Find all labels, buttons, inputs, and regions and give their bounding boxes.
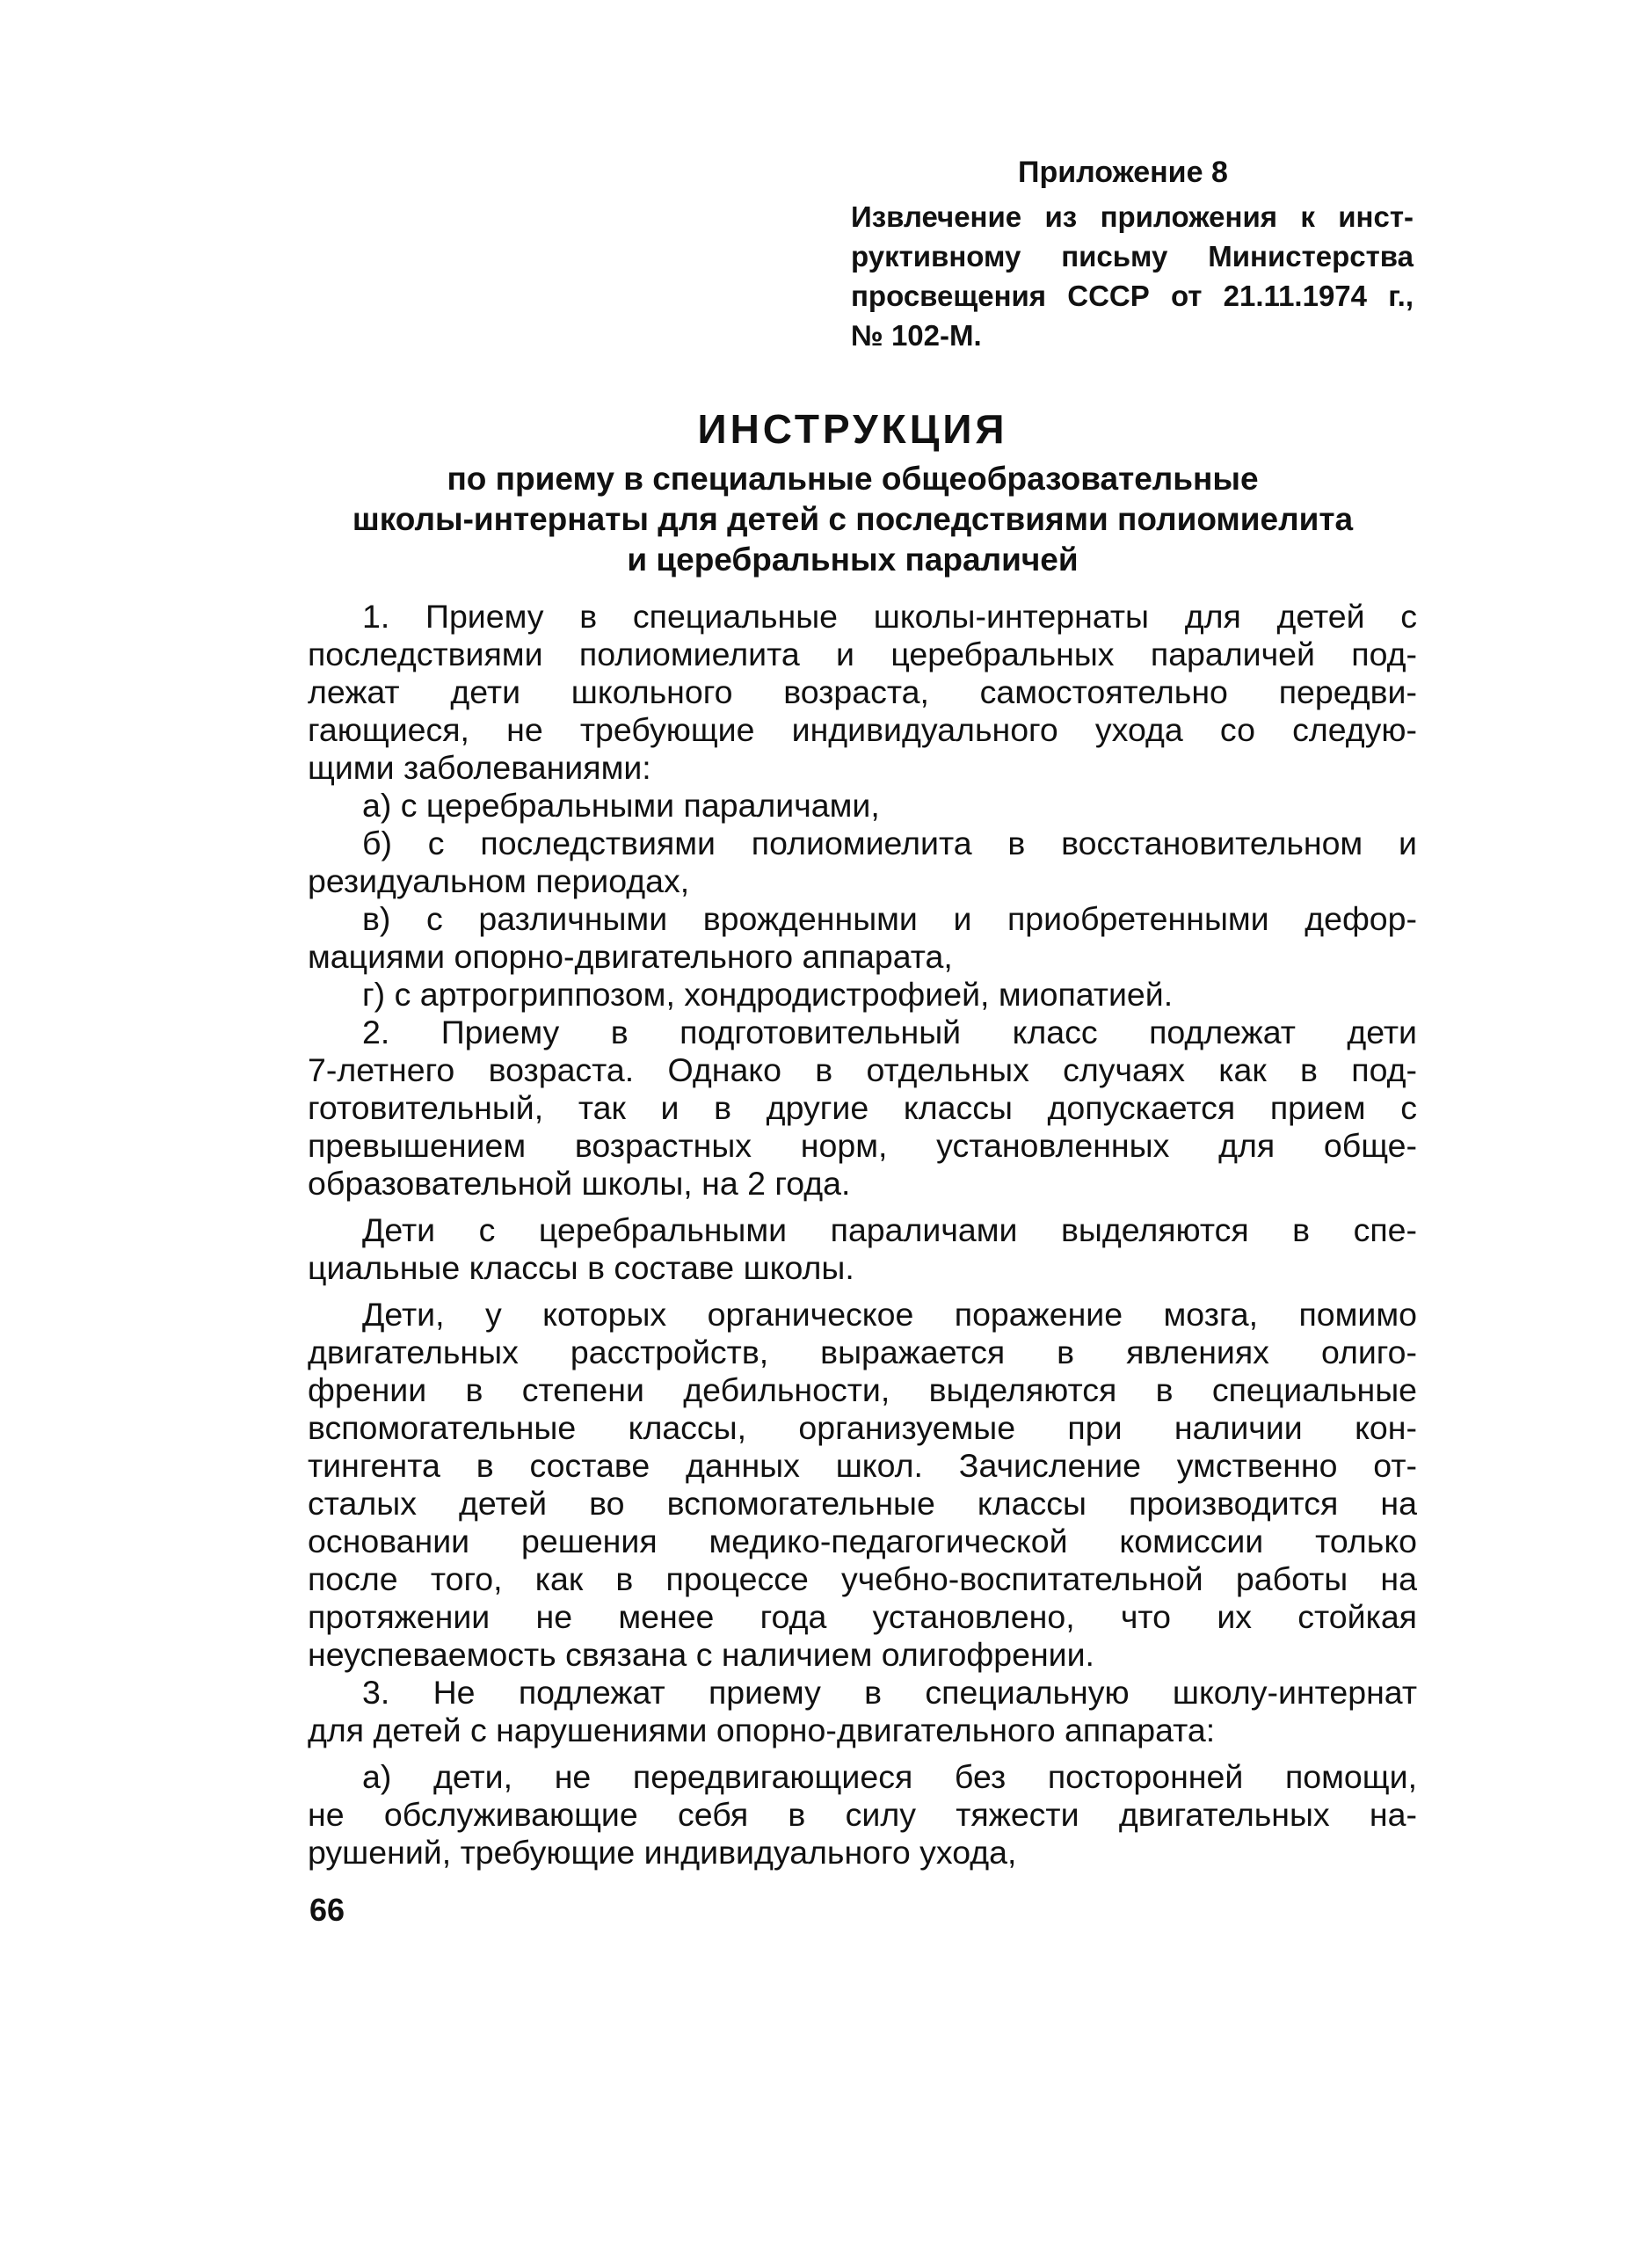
text-line: а) дети, не передвигающиеся без посторонней помощи, xyxy=(362,1758,1417,1795)
text-line: 7-летнего возраста. Однако в отдельных случаях как в под- xyxy=(308,1051,1417,1088)
text-line: г) с артрогриппозом, хондродистрофией, миопатией. xyxy=(362,976,1174,1013)
appendix-reference xyxy=(851,197,1414,355)
text-line: неуспеваемость связана с наличием олигофрении. xyxy=(308,1636,1094,1673)
text-line: сталых детей во вспомогательные классы производится на xyxy=(308,1485,1417,1522)
text-line: резидуальном периодах, xyxy=(308,862,690,899)
text-line: циальные классы в составе школы. xyxy=(308,1249,854,1286)
text-line: 1. Приему в специальные школы-интернаты для детей с xyxy=(362,598,1417,635)
appendix-title: Приложение 8 xyxy=(1018,156,1228,189)
text-line: готовительный, так и в другие классы допускается прием с xyxy=(308,1089,1417,1126)
text-line: щими заболеваниями: xyxy=(308,749,651,786)
list-item-b xyxy=(308,825,1417,900)
document-title: ИНСТРУКЦИЯ xyxy=(697,406,1008,452)
subtitle-line: по приему в специальные общеобразовательные xyxy=(447,461,1259,497)
text-line: френии в степени дебильности, выделяются в специальные xyxy=(308,1371,1417,1408)
text-line: превышением возрастных норм, установленных для обще- xyxy=(308,1127,1417,1164)
document-body xyxy=(308,598,1417,1872)
page-number: 66 xyxy=(309,1892,345,1928)
text-line: после того, как в процессе учебно-воспитательной работы на xyxy=(308,1560,1417,1597)
text-line: тингента в составе данных школ. Зачисление умственно от- xyxy=(308,1447,1417,1484)
document-subtitle xyxy=(290,459,1415,580)
text-line: Дети с церебральными параличами выделяются в спе- xyxy=(362,1211,1417,1248)
text-line: двигательных расстройств, выражается в явлениях олиго- xyxy=(308,1334,1417,1370)
paragraph-2 xyxy=(308,1014,1417,1203)
subtitle-line: школы-интернаты для детей с последствиями полиомиелита xyxy=(352,501,1354,537)
list-item-v xyxy=(308,900,1417,976)
subtitle-line: и церебральных параличей xyxy=(627,542,1079,578)
text-line: вспомогательные классы, организуемые при наличии кон- xyxy=(308,1409,1417,1446)
list-item-a xyxy=(308,787,1417,825)
appendix-line: просвещения СССР от 21.11.1974 г., xyxy=(851,280,1414,312)
text-line: рушений, требующие индивидуального ухода, xyxy=(308,1834,1017,1871)
paragraph-cp-classes xyxy=(308,1211,1417,1287)
text-line: в) с различными врожденными и приобретенными дефор- xyxy=(362,900,1417,937)
appendix-line: руктивному письму Министерства xyxy=(851,240,1414,273)
list-item-g xyxy=(308,976,1417,1014)
appendix-line: № 102-М. xyxy=(851,319,982,352)
text-line: мациями опорно-двигательного аппарата, xyxy=(308,938,953,975)
text-line: 3. Не подлежат приему в специальную школу-интернат xyxy=(362,1674,1417,1711)
text-line: гающиеся, не требующие индивидуального ухода со следую- xyxy=(308,711,1417,748)
text-line: образовательной школы, на 2 года. xyxy=(308,1165,851,1202)
paragraph-auxiliary-classes xyxy=(308,1296,1417,1674)
text-line: не обслуживающие себя в силу тяжести двигательных на- xyxy=(308,1796,1417,1833)
appendix-line: Извлечение из приложения к инст- xyxy=(851,200,1414,233)
text-line: б) с последствиями полиомиелита в восстановительном и xyxy=(362,825,1417,861)
paragraph-1 xyxy=(308,598,1417,787)
text-line: основании решения медико-педагогической комиссии только xyxy=(308,1523,1417,1559)
text-line: для детей с нарушениями опорно-двигательного аппарата: xyxy=(308,1712,1216,1748)
document-heading xyxy=(290,404,1415,580)
text-line: 2. Приему в подготовительный класс подлежат дети xyxy=(362,1014,1417,1050)
text-line: лежат дети школьного возраста, самостоятельно передви- xyxy=(308,673,1417,710)
list-item-3a xyxy=(308,1758,1417,1872)
text-line: а) с церебральными параличами, xyxy=(362,787,880,824)
text-line: протяжении не менее года установлено, что их стойкая xyxy=(308,1598,1417,1635)
text-line: Дети, у которых органическое поражение мозга, помимо xyxy=(362,1296,1417,1333)
text-line: последствиями полиомиелита и церебральных параличей под- xyxy=(308,636,1417,672)
paragraph-3 xyxy=(308,1674,1417,1749)
